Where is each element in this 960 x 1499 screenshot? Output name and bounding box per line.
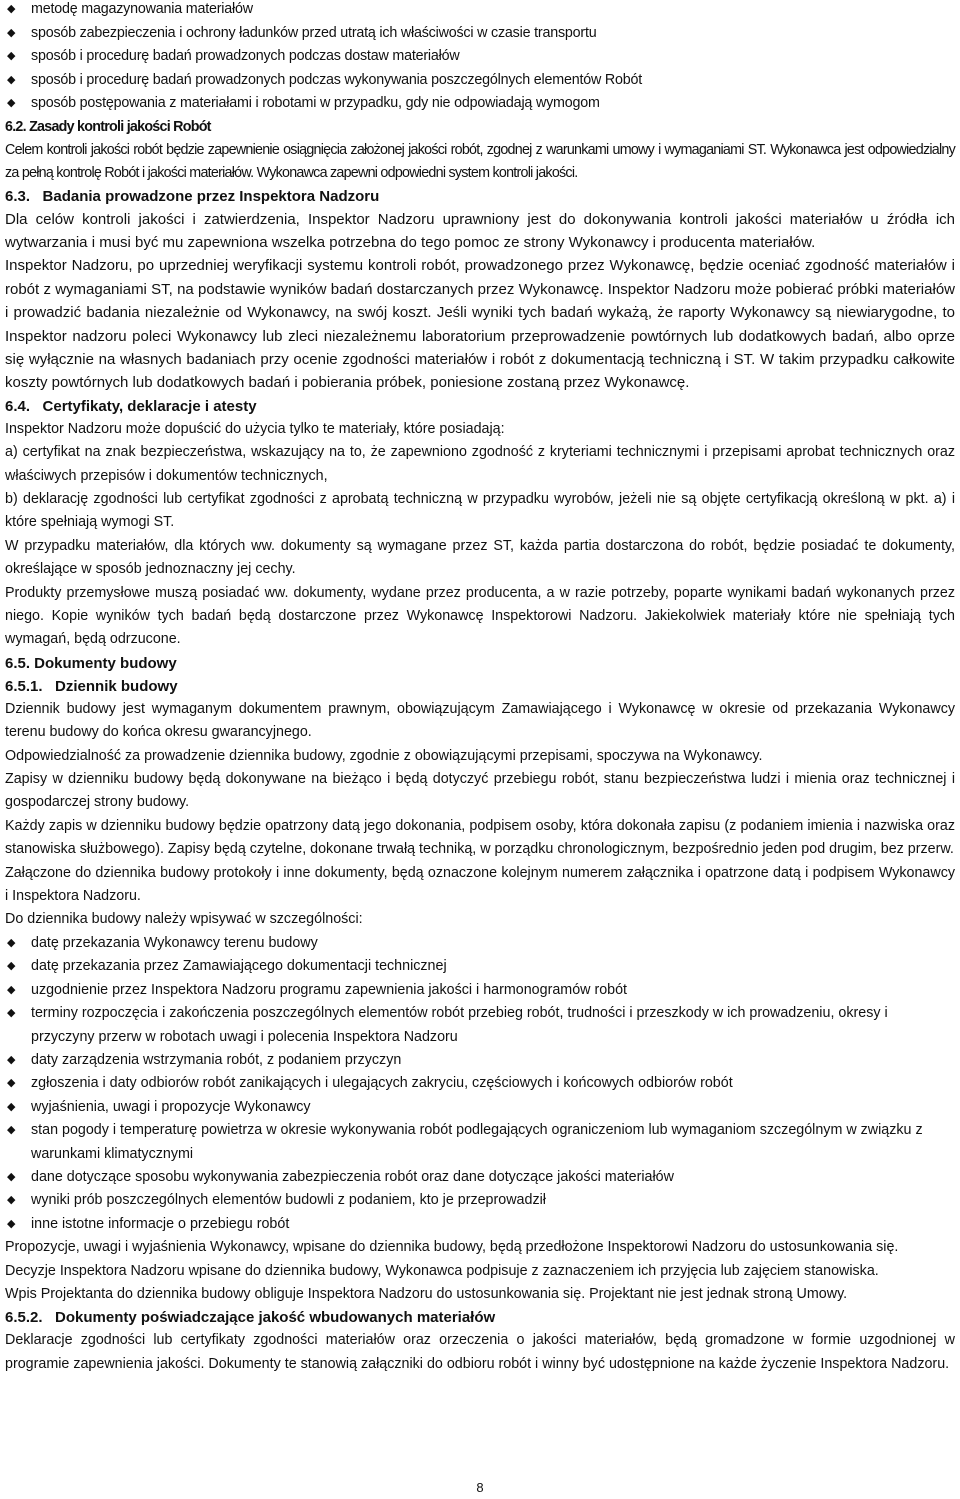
section-heading: 6.5. Dokumenty budowy <box>5 654 177 672</box>
list-item: ◆ sposób i procedurę badań prowadzonych podczas dostaw materiałów <box>5 45 955 69</box>
list-item: ◆ sposób i procedurę badań prowadzonych podczas wykonywania poszczególnych elementów Robót <box>5 69 955 93</box>
paragraph: Inspektor Nadzoru, po uprzedniej weryfikacji systemu kontroli robót, prowadzonego przez Wykonawcę, będzie oceniać zgodność materiałów i robót z wymaganiami ST, na podstawie wyników badań dostarczanych przez Wykonawcę. Inspektor Nadzoru może pobierać próbki materiałów i prowadzić badania niezależnie od Wykonawcy, na swój koszt. Jeśli wyniki tych badań wykażą, że raporty Wykonawcy są niewiarygodne, to Inspektor nadzoru poleci Wykonawcy lub zleci niezależnemu laboratorium przeprowadzenie powtórnych lub dodatkowych badań, albo oprze się wyłącznie na własnych badaniach przy ocenie zgodności materiałów i robót z dokumentacją techniczną i ST. W takim przypadku całkowite koszty powtórnych lub dodatkowych badań i pobierania próbek, poniesione zostaną przez Wykonawcę. <box>5 257 955 392</box>
list-item: ◆ sposób zabezpieczenia i ochrony ładunków przed utratą ich właściwości w czasie transportu <box>5 22 955 46</box>
list-item: ◆ inne istotne informacje o przebiegu robót <box>5 1213 955 1236</box>
list-dziennik <box>5 932 955 1236</box>
list-item: ◆ datę przekazania Wykonawcy terenu budowy <box>5 932 955 955</box>
list-item: ◆ zgłoszenia i daty odbiorów robót zanikających i ulegających zakryciu, częściowych i końcowych odbiorów robót <box>5 1072 955 1095</box>
paragraph: Do dziennika budowy należy wpisywać w szczególności: <box>5 911 363 928</box>
paragraph: Wpis Projektanta do dziennika budowy obliguje Inspektora Nadzoru do ustosunkowania się. Projektant nie jest jednak stroną Umowy. <box>5 1285 848 1302</box>
section-number: 6.5.2. <box>5 1309 43 1327</box>
paragraph: b) deklarację zgodności lub certyfikat zgodności z aprobatą techniczną w przypadku wyrobów, jeżeli nie są objęte certyfikacją określoną w pkt. a) i które spełniają wymogi ST. <box>5 490 955 531</box>
section-number: 6.3. <box>5 187 31 205</box>
paragraph: Inspektor Nadzoru może dopuścić do użycia tylko te materiały, które posiadają: <box>5 420 505 437</box>
paragraph: Propozycje, uwagi i wyjaśnienia Wykonawcy, wpisane do dziennika budowy, będą przedłożone Inspektorowi Nadzoru do ustosunkowania się. <box>5 1239 899 1256</box>
section-heading <box>5 185 955 208</box>
list-item: ◆ datę przekazania przez Zamawiającego dokumentacji technicznej <box>5 955 955 978</box>
paragraph: Każdy zapis w dzienniku budowy będzie opatrzony datą jego dokonania, podpisem osoby, która dokonała zapisu (z podaniem imienia i nazwiska oraz stanowiska służbowego). Zapisy będą czytelne, dokonane trwałą techniką, w porządku chronologicznym, bezpośrednio jeden pod drugim, bez przerw. <box>5 817 955 858</box>
list-item: ◆ wyniki prób poszczególnych elementów budowli z podaniem, kto je przeprowadził <box>5 1189 955 1212</box>
paragraph: Załączone do dziennika budowy protokoły i inne dokumenty, będą oznaczone kolejnym numerem załącznika i opatrzone datą i podpisem Wykonawcy i Inspektora Nadzoru. <box>5 864 955 905</box>
section-title: Certyfikaty, deklaracje i atesty <box>42 397 257 415</box>
paragraph: W przypadku materiałów, dla których ww. dokumenty są wymagane przez ST, każda partia dostarczona do robót, będzie posiadać te dokumenty, określające w sposób jednoznaczny jej cechy. <box>5 537 955 578</box>
section-number: 6.4. <box>5 397 31 415</box>
list-item: ◆ dane dotyczące sposobu wykonywania zabezpieczenia robót oraz dane dotyczące jakości materiałów <box>5 1166 955 1189</box>
list-top <box>5 0 955 116</box>
section-title: Dokumenty poświadczające jakość wbudowanych materiałów <box>55 1309 496 1327</box>
list-item: ◆ daty zarządzenia wstrzymania robót, z podaniem przyczyn <box>5 1049 955 1072</box>
list-item: ◆ metodę magazynowania materiałów <box>5 0 955 22</box>
paragraph: Dla celów kontroli jakości i zatwierdzenia, Inspektor Nadzoru uprawniony jest do dokonywania kontroli jakości materiałów u źródła ich wytwarzania i musi być mu zapewniona wszelka potrzebna do tego pomoc ze strony Wykonawcy i producenta materiałów. <box>5 210 955 251</box>
section-6-4 <box>5 395 955 652</box>
document-page <box>5 0 955 1376</box>
list-item: ◆ terminy rozpoczęcia i zakończenia poszczególnych elementów robót przebieg robót, trudności i przeszkody w ich prowadzeniu, okresy i przyczyny przerw w robotach uwagi i polecenia Inspektora Nadzoru <box>5 1002 955 1049</box>
section-heading <box>5 395 955 418</box>
subsection-heading <box>5 1306 955 1329</box>
section-number: 6.5.1. <box>5 677 43 695</box>
section-6-3 <box>5 185 955 395</box>
list-item: ◆ wyjaśnienia, uwagi i propozycje Wykonawcy <box>5 1096 955 1119</box>
paragraph: Produkty przemysłowe muszą posiadać ww. dokumenty, wydane przez producenta, a w razie potrzeby, poparte wynikami badań wykonanych przez niego. Kopie wyników tych badań będą dostarczone przez Wykonawcę Inspektorowi Nadzoru. Jakiekolwiek materiały które nie spełniają tych wymagań, będą odrzucone. <box>5 584 955 648</box>
section-6-2 <box>5 116 955 185</box>
paragraph: Zapisy w dzienniku budowy będą dokonywane na bieżąco i będą dotyczyć przebiegu robót, stanu bezpieczeństwa ludzi i mienia oraz technicznej i gospodarczej strony budowy. <box>5 771 955 811</box>
section-title: Dziennik budowy <box>55 677 178 695</box>
list-item: ◆ stan pogody i temperaturę powietrza w okresie wykonywania robót podlegających ograniczeniom lub wymaganiom szczególnym w związku z warunkami klimatycznymi <box>5 1119 955 1166</box>
section-heading: 6.2. Zasady kontroli jakości Robót <box>5 118 211 135</box>
paragraph: Deklaracje zgodności lub certyfikaty zgodności materiałów oraz orzeczenia o jakości materiałów, będą gromadzone w formie uzgodnionej w programie zapewnienia jakości. Dokumenty te stanowią załączniki do odbioru robót i winny być udostępnione na każde życzenie Inspektora Nadzoru. <box>5 1332 955 1372</box>
list-item: ◆ sposób postępowania z materiałami i robotami w przypadku, gdy nie odpowiadają wymogom <box>5 92 955 116</box>
subsection-heading <box>5 675 955 698</box>
paragraph: Odpowiedzialność za prowadzenie dziennika budowy, zgodnie z obowiązującymi przepisami, spoczywa na Wykonawcy. <box>5 747 763 764</box>
paragraph: Celem kontroli jakości robót będzie zapewnienie osiągnięcia założonej jakości robót, zgodnej z warunkami umowy i wymaganiami ST. Wykonawca jest odpowiedzialny za pełną kontrolę Robót i jakości materiałów. Wykonawca zapewni odpowiedni system kontroli jakości. <box>5 141 955 181</box>
paragraph: a) certyfikat na znak bezpieczeństwa, wskazujący na to, że zapewniono zgodność z kryteriami technicznymi i przepisami aprobat technicznych oraz właściwych przepisów i dokumentów technicznych, <box>5 444 955 484</box>
list-item: ◆ uzgodnienie przez Inspektora Nadzoru programu zapewnienia jakości i harmonogramów robót <box>5 979 955 1002</box>
paragraph: Dziennik budowy jest wymaganym dokumentem prawnym, obowiązującym Zamawiającego i Wykonawcę w okresie od przekazania Wykonawcy terenu budowy do końca okresu gwarancyjnego. <box>5 700 955 741</box>
paragraph: Decyzje Inspektora Nadzoru wpisane do dziennika budowy, Wykonawca podpisuje z zaznaczeniem ich przyjęcia lub zajęciem stanowiska. <box>5 1262 879 1279</box>
section-6-5 <box>5 652 955 1376</box>
section-title: Badania prowadzone przez Inspektora Nadzoru <box>42 187 380 205</box>
page-number: 8 <box>476 1480 484 1495</box>
